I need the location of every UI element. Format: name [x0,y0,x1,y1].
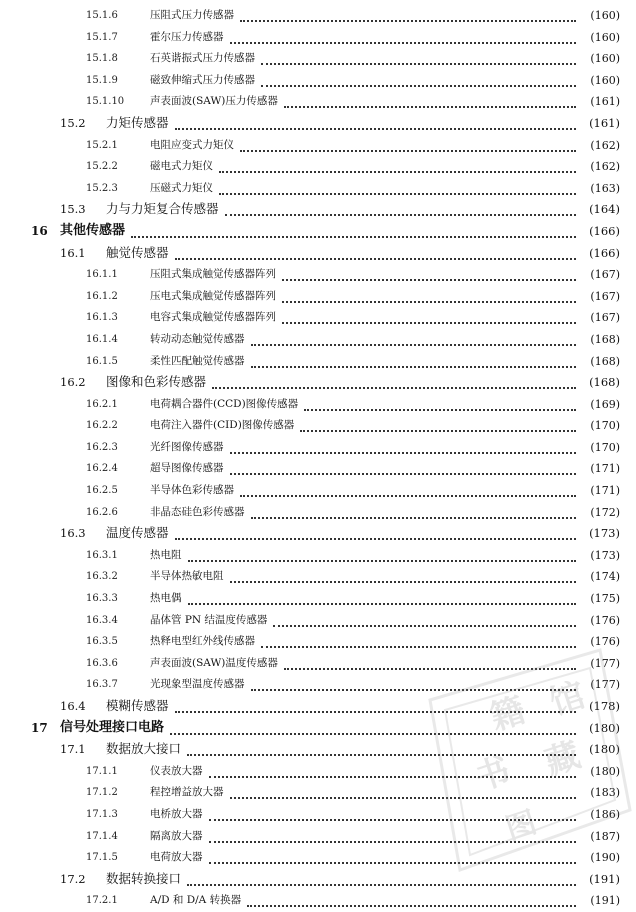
toc-entry[interactable] [0,674,636,696]
toc-entry-title: 仪表放大器 [150,764,203,777]
toc-entry-title: 半导体色彩传感器 [150,484,234,497]
toc-leader-dots [175,127,576,130]
toc-leader-dots [282,321,576,324]
toc-entry[interactable] [0,264,636,286]
toc-entry-page: (183) [590,786,620,800]
toc-entry[interactable] [0,739,636,761]
toc-entry-title: 隔离放大器 [150,829,203,842]
toc-leader-dots [230,796,576,799]
toc-leader-dots [251,516,576,519]
toc-entry-page: (160) [590,30,620,44]
toc-entry-page: (163) [590,181,620,195]
toc-entry[interactable] [0,502,636,524]
toc-entry-page: (168) [590,332,620,346]
toc-entry-title: A/D 和 D/A 转换器 [150,894,242,907]
toc-entry[interactable] [0,329,636,351]
toc-entry-number: 16.2.4 [86,463,118,475]
toc-entry-title: 半导体热敏电阻 [150,570,224,583]
toc-entry-page: (180) [589,742,620,757]
toc-entry-title: 电容式集成触觉传感器阵列 [150,311,276,324]
toc-entry-title: 电荷放大器 [150,851,203,864]
toc-leader-dots [209,861,576,864]
toc-entry-title: 电桥放大器 [150,807,203,820]
toc-entry-title: 数据转换接口 [106,870,182,886]
toc-entry-title: 力矩传感器 [106,114,169,130]
toc-entry-page: (172) [590,505,620,519]
toc-entry-title: 压阻式压力传感器 [150,9,234,21]
toc-entry-title: 压磁式力矩仪 [150,181,213,194]
toc-entry-page: (176) [590,635,620,649]
toc-entry-page: (191) [589,871,620,886]
toc-entry-number: 16.3 [60,526,86,541]
toc-entry-page: (173) [589,526,620,541]
toc-entry-page: (161) [590,95,620,109]
toc-entry[interactable] [0,394,636,416]
toc-entry-title: 压阻式集成触觉传感器阵列 [150,268,276,281]
toc-entry-page: (160) [590,52,620,66]
toc-entry-page: (180) [590,764,620,778]
toc-entry[interactable] [0,178,636,200]
toc-leader-dots [187,883,576,886]
toc-entry-page: (176) [590,613,620,627]
toc-leader-dots [300,429,576,432]
toc-entry-page: (160) [590,73,620,87]
toc-entry-title: 磁电式力矩仪 [150,160,213,173]
toc-entry-number: 16.1.1 [86,269,118,281]
toc-entry-title: 数据放大接口 [106,741,182,757]
toc-entry-page: (177) [590,656,620,670]
toc-entry[interactable] [0,696,636,718]
toc-entry-title: 柔性匹配触觉传感器 [150,354,245,367]
toc-entry-title: 霍尔压力传感器 [150,30,224,43]
toc-entry-title: 模糊传感器 [106,698,169,713]
toc-entry[interactable] [0,221,636,243]
toc-entry[interactable] [0,804,636,826]
toc-entry-number: 16.3.5 [86,636,118,648]
toc-entry-title: 声表面波(SAW)温度传感器 [150,656,278,669]
toc-leader-dots [170,732,576,735]
toc-entry[interactable] [0,588,636,610]
toc-entry[interactable] [0,545,636,567]
toc-entry-number: 16.3.1 [86,549,118,561]
svg-text:馆: 馆 [545,675,591,724]
toc-entry[interactable] [0,243,636,265]
toc-entry-number: 16.2.6 [86,506,118,518]
toc-entry-title: 图像和色彩传感器 [106,374,207,390]
toc-leader-dots [240,19,576,22]
toc-entry[interactable] [0,631,636,653]
toc-entry[interactable] [0,847,636,869]
toc-entry[interactable] [0,156,636,178]
toc-leader-dots [209,818,576,821]
toc-entry-page: (178) [589,699,620,713]
toc-entry-page: (191) [590,894,620,908]
toc-leader-dots [304,408,576,411]
toc-leader-dots [230,451,576,454]
toc-entry-title: 光现象型温度传感器 [150,678,245,691]
toc-entry-page: (166) [589,223,620,238]
toc-leader-dots [175,257,576,260]
toc-entry-page: (160) [590,9,620,22]
toc-entry-page: (180) [589,720,620,735]
toc-entry-page: (166) [589,245,620,260]
toc-entry-number: 15.3 [60,202,86,217]
toc-entry-number: 15.2.3 [86,182,118,194]
toc-entry[interactable] [0,5,636,27]
toc-entry-title: 温度传感器 [106,525,169,541]
toc-entry-title: 电荷注入器件(CID)图像传感器 [150,419,295,432]
toc-leader-dots [284,667,576,670]
toc-entry-page: (167) [590,311,620,325]
toc-leader-dots [219,192,576,195]
toc-entry-number: 16.3.4 [86,614,118,626]
toc-entry-page: (174) [590,570,620,584]
toc-entry[interactable] [0,610,636,632]
toc-leader-dots [212,386,576,389]
toc-entry-title: 光纤图像传感器 [150,440,224,453]
toc-entry-title: 磁致伸缩式压力传感器 [150,73,255,86]
toc-entry[interactable] [0,372,636,394]
svg-text:书: 书 [470,750,516,799]
toc-entry-number: 15.2 [60,115,86,130]
toc-entry-number: 16.2.5 [86,485,118,497]
toc-entry-title: 力与力矩复合传感器 [106,201,219,217]
toc-entry-title: 触觉传感器 [106,244,169,260]
toc-entry-page: (170) [590,440,620,454]
toc-leader-dots [230,41,576,44]
toc-entry-page: (175) [590,592,620,606]
toc-entry-number: 15.1.10 [86,96,125,108]
toc-entry-title: 压电式集成触觉传感器阵列 [150,289,276,302]
toc-leader-dots [131,235,576,238]
toc-entry[interactable] [0,653,636,675]
toc-entry-page: (167) [590,289,620,303]
toc-leader-dots [247,904,576,907]
toc-leader-dots [188,602,576,605]
toc-entry[interactable] [0,718,636,740]
toc-entry-page: (161) [589,115,620,130]
svg-text:籍: 籍 [485,690,531,739]
toc-entry-number: 15.1.8 [86,53,118,65]
toc-entry-page: (168) [590,354,620,368]
toc-entry-page: (170) [590,419,620,433]
toc-leader-dots [251,343,576,346]
toc-entry-page: (164) [589,202,620,217]
toc-entry-number: 16 [31,223,48,238]
toc-leader-dots [251,688,576,691]
toc-entry-title: 热释电型红外线传感器 [150,635,255,648]
svg-text:藏: 藏 [540,735,586,784]
toc-entry-number: 16.1.5 [86,355,118,367]
toc-entry[interactable] [0,199,636,221]
toc-entry-title: 热电阻 [150,548,182,561]
toc-entry[interactable] [0,458,636,480]
toc-leader-dots [209,775,576,778]
toc-entry[interactable] [0,91,636,113]
toc-entry-number: 16.2.3 [86,441,118,453]
toc-entry[interactable] [0,523,636,545]
toc-leader-dots [261,645,576,648]
toc-entry-page: (173) [590,548,620,562]
toc-entry-number: 15.2.1 [86,139,118,151]
toc-entry-page: (177) [590,678,620,692]
toc-entry-number: 17.1.5 [86,852,118,864]
toc-leader-dots [219,170,576,173]
toc-entry-page: (162) [590,138,620,152]
toc-leader-dots [261,84,576,87]
toc-leader-dots [284,105,576,108]
toc-entry-number: 16.3.7 [86,679,118,691]
toc-entry-title: 转动动态触觉传感器 [150,332,245,345]
toc-entry-page: (171) [590,484,620,498]
toc-entry-number: 15.1.7 [86,31,118,43]
toc-entry[interactable] [0,761,636,783]
toc-leader-dots [230,472,576,475]
toc-entry-title: 声表面波(SAW)压力传感器 [150,95,278,108]
toc-entry-number: 16.3.2 [86,571,118,583]
toc-entry-title: 信号处理接口电路 [60,719,165,735]
toc-entry[interactable] [0,782,636,804]
toc-leader-dots [225,213,576,216]
toc-entry-number: 17.1.1 [86,765,118,777]
toc-entry-number: 17.1 [60,742,86,757]
toc-entry[interactable] [0,135,636,157]
toc-entry-title: 程控增益放大器 [150,786,224,799]
toc-entry[interactable] [0,415,636,437]
toc-leader-dots [282,300,576,303]
toc-leader-dots [240,494,576,497]
toc-entry-number: 17.1.2 [86,787,118,799]
toc-entry-number: 16.2.2 [86,420,118,432]
toc-leader-dots [230,580,576,583]
toc-entry-number: 16.1 [60,245,86,260]
toc-entry-number: 15.1.9 [86,74,118,86]
toc-entry-title: 石英谐振式压力传感器 [150,52,255,65]
toc-entry-number: 15.1.6 [86,10,118,21]
toc-entry-number: 16.3.6 [86,657,118,669]
toc-entry-page: (171) [590,462,620,476]
svg-text:图: 图 [501,805,542,848]
toc-entry-page: (186) [590,807,620,821]
toc-leader-dots [175,710,576,713]
toc-entry-number: 16.2 [60,375,86,390]
toc-entry-page: (162) [590,160,620,174]
toc-entry[interactable] [0,480,636,502]
toc-entry[interactable] [0,27,636,49]
toc-leader-dots [240,149,576,152]
toc-leader-dots [251,365,576,368]
toc-entry-number: 17.2.1 [86,895,118,907]
toc-entry-page: (167) [590,268,620,282]
toc-entry-number: 16.3.3 [86,593,118,605]
toc-entry[interactable] [0,70,636,92]
toc-entry[interactable] [0,437,636,459]
toc-entry-number: 15.2.2 [86,161,118,173]
toc-entry-page: (169) [590,397,620,411]
toc-entry-title: 非晶态硅色彩传感器 [150,505,245,518]
toc-leader-dots [187,753,576,756]
toc-entry-title: 热电偶 [150,592,182,605]
toc-entry[interactable] [0,826,636,848]
toc-entry-title: 晶体管 PN 结温度传感器 [150,613,268,626]
toc-entry-number: 16.4 [60,699,86,713]
toc-entry-page: (168) [589,375,620,390]
toc-entry[interactable] [0,890,636,912]
toc-entry-number: 17.2 [60,871,86,886]
toc-entry-number: 17 [31,720,48,735]
toc-entry-title: 其他传感器 [60,222,126,238]
toc-entry-number: 16.2.1 [86,398,118,410]
toc-entry[interactable] [0,286,636,308]
toc-leader-dots [175,537,576,540]
toc-entry[interactable] [0,869,636,891]
toc-entry[interactable] [0,566,636,588]
toc-leader-dots [282,278,576,281]
toc-leader-dots [261,62,576,65]
toc-entry-number: 17.1.4 [86,830,118,842]
toc-entry-page: (190) [590,851,620,865]
toc-entry[interactable] [0,113,636,135]
toc-entry-number: 16.1.2 [86,290,118,302]
toc-entry-number: 17.1.3 [86,808,118,820]
table-of-contents [0,5,636,912]
toc-entry-number: 16.1.3 [86,312,118,324]
toc-entry-number: 16.1.4 [86,333,118,345]
toc-leader-dots [209,840,576,843]
toc-leader-dots [273,624,576,627]
toc-entry-title: 超导图像传感器 [150,462,224,475]
toc-leader-dots [188,559,576,562]
toc-entry[interactable] [0,307,636,329]
toc-entry-title: 电荷耦合器件(CCD)图像传感器 [150,397,299,410]
toc-entry-title: 电阻应变式力矩仪 [150,138,234,151]
toc-entry[interactable] [0,48,636,70]
toc-entry-page: (187) [590,829,620,843]
toc-entry[interactable] [0,351,636,373]
